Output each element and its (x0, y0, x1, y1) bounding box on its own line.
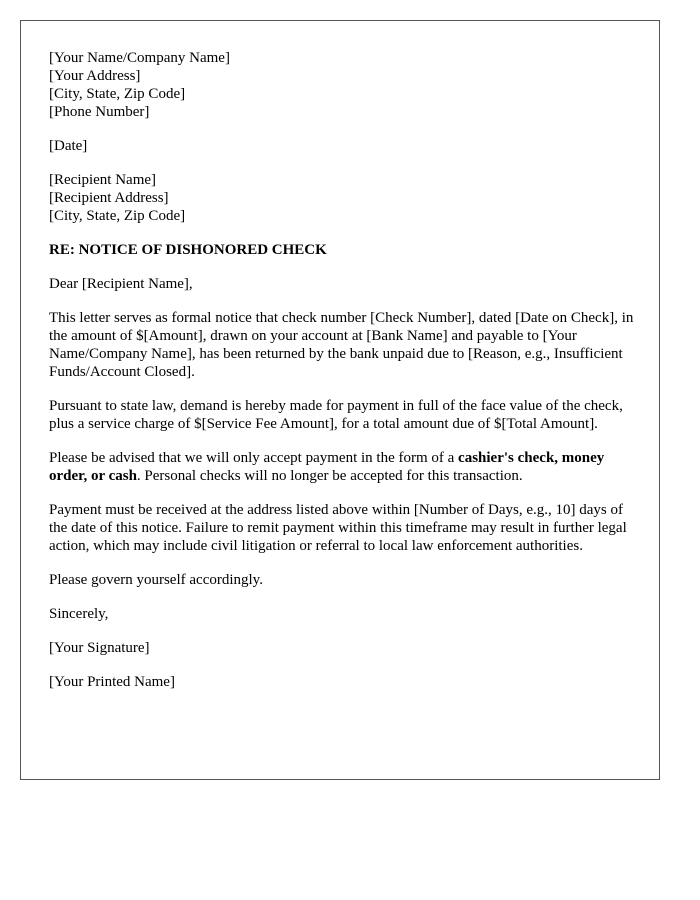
recipient-city: [City, State, Zip Code] (49, 208, 186, 224)
payment-methods-tail: . Personal checks will no longer be accepted for this transaction. (136, 468, 523, 484)
sender-block (49, 49, 631, 121)
paragraph-govern: Please govern yourself accordingly. (49, 572, 263, 588)
closing: Sincerely, (49, 606, 109, 622)
accepted-payment-methods: cashier's check, money order, or cash (49, 450, 605, 484)
recipient-name: [Recipient Name] (49, 172, 157, 188)
paragraph-demand: Pursuant to state law, demand is hereby made for payment in full of the face value of the check, plus a service charge of $[Service Fee Amount], for a total amount due of $[Total Amount]. (49, 398, 623, 432)
signature-placeholder: [Your Signature] (49, 640, 150, 656)
recipient-block (49, 171, 631, 225)
sender-address: [Your Address] (49, 68, 141, 84)
recipient-address: [Recipient Address] (49, 190, 169, 206)
subject-line: RE: NOTICE OF DISHONORED CHECK (49, 242, 327, 258)
payment-methods-intro: Please be advised that we will only accept payment in the form of a (49, 450, 459, 466)
salutation: Dear [Recipient Name], (49, 276, 193, 292)
paragraph-payment-methods (49, 449, 634, 485)
date-block (49, 137, 631, 155)
letter-page (20, 20, 660, 780)
printed-name: [Your Printed Name] (49, 674, 175, 690)
paragraph-deadline: Payment must be received at the address listed above within [Number of Days, e.g., 10] days of the date of this notice. Failure to remit payment within this timeframe may result in further legal action, which may include civil litigation or referral to local law enforcement authorities. (49, 502, 627, 554)
sender-phone: [Phone Number] (49, 104, 150, 120)
paragraph-notice: This letter serves as formal notice that check number [Check Number], dated [Date on Check], in the amount of $[Amount], drawn on your account at [Bank Name] and payable to [Your Name/Company Name], has been returned by the bank unpaid due to [Reason, e.g., Insufficient Funds/Account Closed]. (49, 310, 634, 380)
sender-name: [Your Name/Company Name] (49, 50, 230, 66)
letter-date: [Date] (49, 138, 88, 154)
sender-city: [City, State, Zip Code] (49, 86, 186, 102)
